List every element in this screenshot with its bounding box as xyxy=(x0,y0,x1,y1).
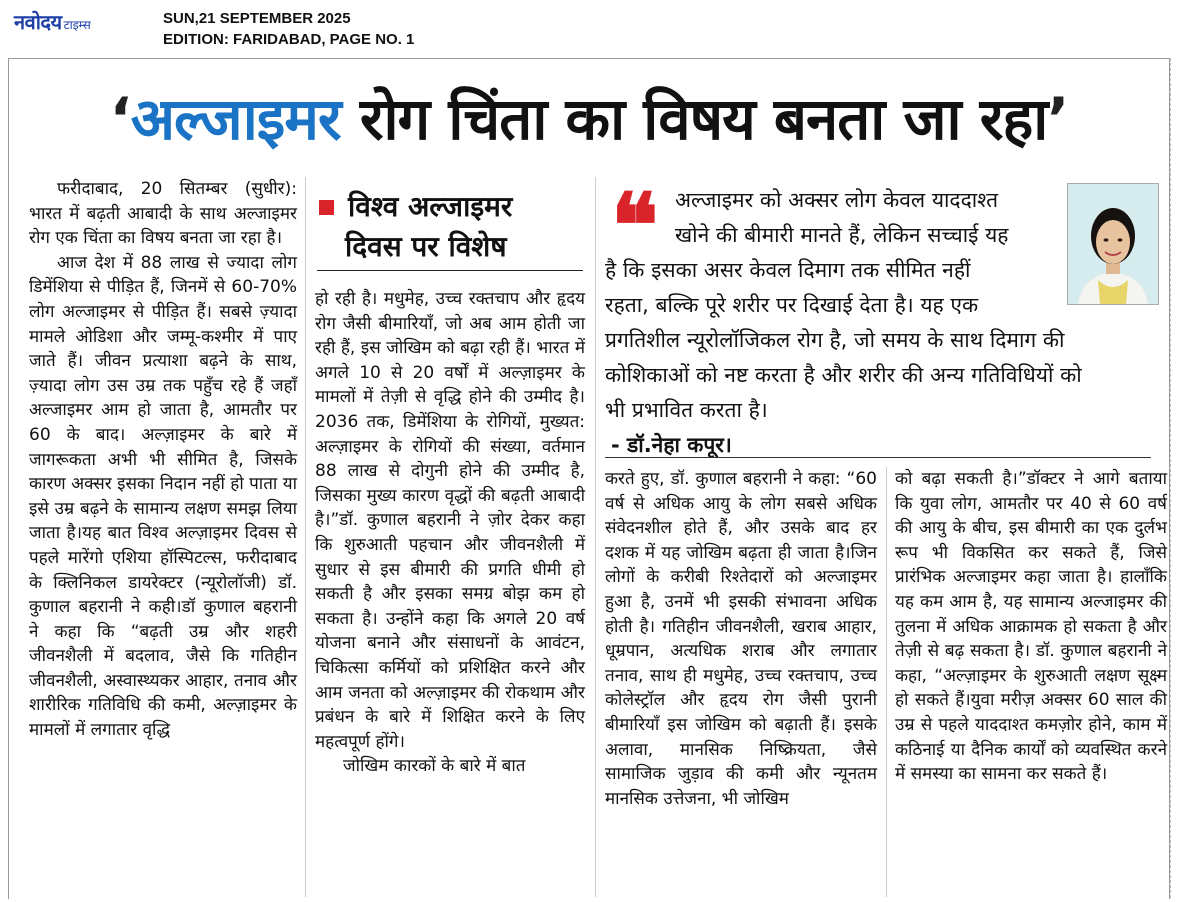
issue-date: SUN,21 SEPTEMBER 2025 xyxy=(163,10,351,27)
newspaper-logo[interactable] xyxy=(14,8,91,34)
headline xyxy=(9,81,1169,157)
clip-edge xyxy=(1170,58,1172,898)
pull-quote xyxy=(605,173,1165,459)
quote-line: प्रगतिशील न्यूरोलॉजिकल रोग है, जो समय के साथ दिमाग की xyxy=(605,328,1065,352)
special-label-line1: विश्व अल्जाइमर xyxy=(348,190,513,223)
author-photo xyxy=(1067,183,1159,305)
quote-line: अल्जाइमर को अक्सर लोग केवल याददाश्त xyxy=(675,188,999,212)
quote-line: भी प्रभावित करता है। xyxy=(605,398,768,422)
special-label-line2: दिवस पर विशेष xyxy=(345,230,507,263)
red-square-bullet xyxy=(319,200,334,215)
special-label xyxy=(317,187,585,267)
edition-page: EDITION: FARIDABAD, PAGE NO. 1 xyxy=(163,31,415,48)
headline-text: रोग चिंता का विषय बनता जा रहा xyxy=(340,85,1048,153)
quote-line: है कि इसका असर केवल दिमाग तक सीमित नहीं xyxy=(605,258,971,282)
special-label-rule xyxy=(317,270,583,271)
body-paragraph: आज देश में 88 लाख से ज्यादा लोग डिमेंशिया से पीड़ित हैं, जिनमें से 60-70% लोग अल्जाइमर से पीड़ित हैं। सबसे ज़्यादा मामले ओडिशा और जम्मू-कश्मीर में पाए जाते हैं। जीवन प्रत्याशा बढ़ने के साथ, ज़्यादा लोग उस उम्र तक पहुँच रहे हैं जहाँ अल्जाइमर आम हो जाता है, आमतौर पर 60 के बाद। अल्ज़ाइमर के बारे में जागरूकता अभी भी सीमित है, जिसके कारण अक्सर इसका निदान नहीं हो पाता या इसे उम्र बढ़ने के सामान्य लक्षण समझ लिया जाता है।यह बात विश्व अल्ज़ाइमर दिवस से पहले मारेंगो एशिया हॉस्पिटल्स, फरीदाबाद के क्लिनिकल डायरेक्टर (न्यूरोलॉजी) डॉ. कुणाल बहरानी ने कही।डॉ कुणाल बहरानी ने कहा कि “बढ़ती उम्र और शहरी जीवनशैली में बदलाव, जैसे कि गतिहीन जीवनशैली, अस्वास्थ्यकर आहार, तनाव और शारीरिक गतिविधि की कमी, अल्ज़ाइमर के मामलों में लगातार वृद्धि xyxy=(29,252,297,741)
article-column-1 xyxy=(29,177,297,743)
body-paragraph: को बढ़ा सकती है।”डॉक्टर ने आगे बताया कि युवा लोग, आमतौर पर 40 से 60 वर्ष की आयु के बीच, इस बीमारी का एक दुर्लभ रूप भी विकसित कर सकते हैं, जिसे प्रारंभिक अल्जाइमर कहा जाता है। हालाँकि यह कम आम है, यह सामान्य अल्जाइमर की तुलना में अधिक आक्रामक हो सकता है और तेज़ी से बढ़ सकता है। डॉ. कुणाल बहरानी ने कहा, “अल्ज़ाइमर के शुरुआती लक्षण सूक्ष्म हो सकते हैं।युवा मरीज़ अक्सर 60 साल की उम्र से पहले याददाश्त कमज़ोर होने, काम में कठिनाई या दैनिक कार्यों को व्यवस्थित करने में समस्या का सामना कर सकते हैं। xyxy=(895,469,1167,785)
quote-line: कोशिकाओं को नष्ट करता है और शरीर की अन्य गतिविधियों को xyxy=(605,363,1082,387)
body-paragraph: जोखिम कारकों के बारे में बात xyxy=(343,756,526,777)
article-column-4 xyxy=(895,467,1167,787)
pull-quote-rule xyxy=(605,457,1151,458)
body-paragraph: हो रही है। मधुमेह, उच्च रक्तचाप और हृदय रोग जैसी बीमारियाँ, जो अब आम होती जा रही हैं, इस जोखिम को बढ़ा रही हैं। भारत में अगले 10 से 20 वर्षों में अल्ज़ाइमर के मामलों में तेज़ी से वृद्धि होने की उम्मीद है। 2036 तक, डिमेंशिया के रोगियों, मुख्यत: अल्ज़ाइमर के रोगियों की संख्या, वर्तमान 88 लाख से दोगुनी होने की उम्मीद है, जिसका मुख्य कारण वृद्धों की बढ़ती आबादी है।”डॉ. कुणाल बहरानी ने ज़ोर देकर कहा कि शुरुआती पहचान और जीवनशैली में सुधार से इस बीमारी की प्रगति धीमी हो सकती है और इसका समग्र बोझ कम हो सकता है। उन्होंने कहा कि अगले 20 वर्ष योजना बनाने और संसाधनों के आवंटन, चिकित्सा कर्मियों को प्रशिक्षित करने और आम जनता को अल्ज़ाइमर की रोकथाम और प्रबंधन के बारे में शिक्षित करने के लिए महत्वपूर्ण होंगे। xyxy=(315,289,585,752)
column-divider xyxy=(886,467,887,897)
masthead xyxy=(0,0,1184,58)
quote-author: - डॉ.नेहा कपूर। xyxy=(611,433,732,457)
quote-mark-icon: ❝ xyxy=(611,173,659,277)
quote-line: खोने की बीमारी मानते हैं, लेकिन सच्चाई यह xyxy=(675,223,1009,247)
dateline-paragraph: फरीदाबाद, 20 सितम्बर (सुधीर): भारत में बढ़ती आबादी के साथ अल्जाइमर रोग एक चिंता का विषय बनता जा रहा है। xyxy=(29,179,297,249)
logo-sub-text: टाइम्स xyxy=(63,18,91,32)
body-paragraph: करते हुए, डॉ. कुणाल बहरानी ने कहा: “60 वर्ष से अधिक आयु के लोग सबसे अधिक संवेदनशील होते हैं, और उसके बाद हर दशक में यह जोखिम बढ़ता ही जाता है।जिन लोगों के करीबी रिश्तेदारों को अल्जाइमर हुआ है, उनमें भी इसकी संभावना अधिक होती है। गतिहीन जीवनशैली, खराब आहार, धूम्रपान, अत्यधिक शराब और लगातार तनाव, साथ ही मधुमेह, उच्च रक्तचाप, उच्च कोलेस्ट्रॉल और हृदय रोग जैसी पुरानी बीमारियाँ इस जोखिम को बढ़ाती हैं। इसके अलावा, मानसिक निष्क्रियता, जैसे सामाजिक जुड़ाव की कमी और न्यूनतम मानसिक उत्तेजना, भी जोखिम xyxy=(605,469,877,809)
edition-info xyxy=(163,8,414,50)
column-divider xyxy=(595,177,596,897)
column-divider xyxy=(305,177,306,897)
article-column-3 xyxy=(605,467,877,811)
portrait-image xyxy=(1068,184,1158,304)
article-column-2 xyxy=(315,287,585,779)
headline-highlight: अल्जाइमर xyxy=(130,85,341,153)
article-clipping xyxy=(8,58,1170,899)
headline-quote-close: ’ xyxy=(1047,85,1069,153)
logo-main-text: नवोदय xyxy=(14,10,62,34)
quote-line: रहता, बल्कि पूरे शरीर पर दिखाई देता है। यह एक xyxy=(605,293,979,317)
headline-quote-open: ‘ xyxy=(109,85,131,153)
